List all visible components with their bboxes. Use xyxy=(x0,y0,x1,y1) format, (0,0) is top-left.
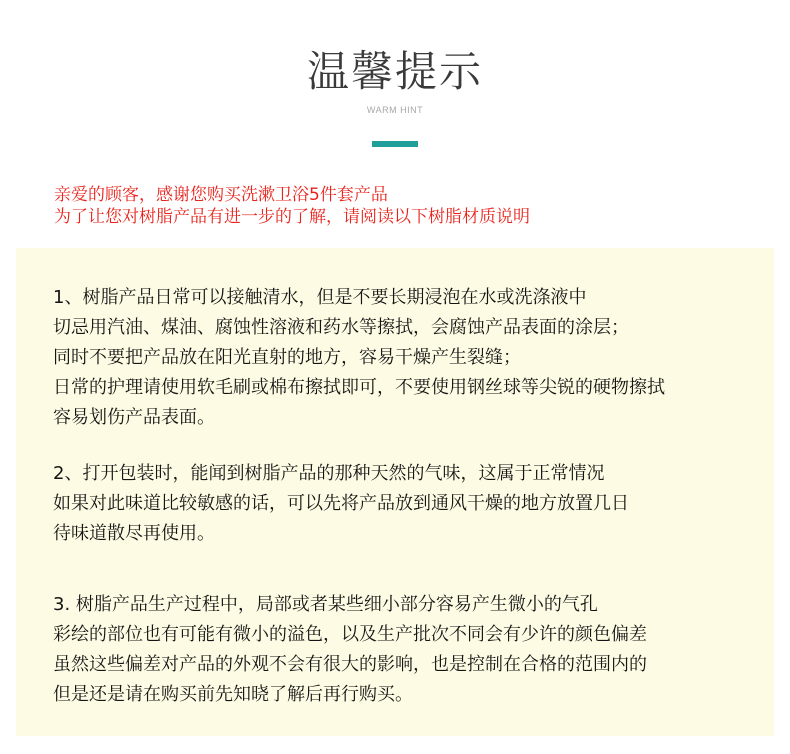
intro-line: 亲爱的顾客，感谢您购买洗漱卫浴5件套产品 xyxy=(54,185,388,205)
notice-line: 彩绘的部位也有可能有微小的溢色，以及生产批次不同会有少许的颜色偏差 xyxy=(53,624,647,645)
accent-bar xyxy=(372,141,418,147)
intro-text xyxy=(54,184,530,228)
notice-line: 2、打开包装时，能闻到树脂产品的那种天然的气味，这属于正常情况 xyxy=(53,463,605,484)
page-subtitle: WARM HINT xyxy=(366,105,424,115)
notice-paragraph-2 xyxy=(53,459,629,549)
notice-line: 切忌用汽油、煤油、腐蚀性溶液和药水等擦拭，会腐蚀产品表面的涂层； xyxy=(53,317,629,338)
notice-line: 但是还是请在购买前先知晓了解后再行购买。 xyxy=(53,684,413,705)
notice-line: 3. 树脂产品生产过程中，局部或者某些细小部分容易产生微小的气孔 xyxy=(53,594,598,615)
notice-line: 虽然这些偏差对产品的外观不会有很大的影响，也是控制在合格的范围内的 xyxy=(53,654,647,675)
intro-line: 为了让您对树脂产品有进一步的了解，请阅读以下树脂材质说明 xyxy=(54,207,530,227)
notice-line: 如果对此味道比较敏感的话，可以先将产品放到通风干燥的地方放置几日 xyxy=(53,493,629,514)
notice-line: 容易划伤产品表面。 xyxy=(53,407,215,428)
notice-line: 待味道散尽再使用。 xyxy=(53,523,215,544)
notice-paragraph-1 xyxy=(53,283,665,433)
page-title: 温馨提示 xyxy=(306,47,483,96)
notice-line: 1、树脂产品日常可以接触清水，但是不要长期浸泡在水或洗涤液中 xyxy=(53,287,587,308)
notice-line: 日常的护理请使用软毛刷或棉布擦拭即可，不要使用钢丝球等尖锐的硬物擦拭 xyxy=(53,377,665,398)
notice-paragraph-3 xyxy=(53,590,647,710)
notice-line: 同时不要把产品放在阳光直射的地方，容易干燥产生裂缝； xyxy=(53,347,521,368)
